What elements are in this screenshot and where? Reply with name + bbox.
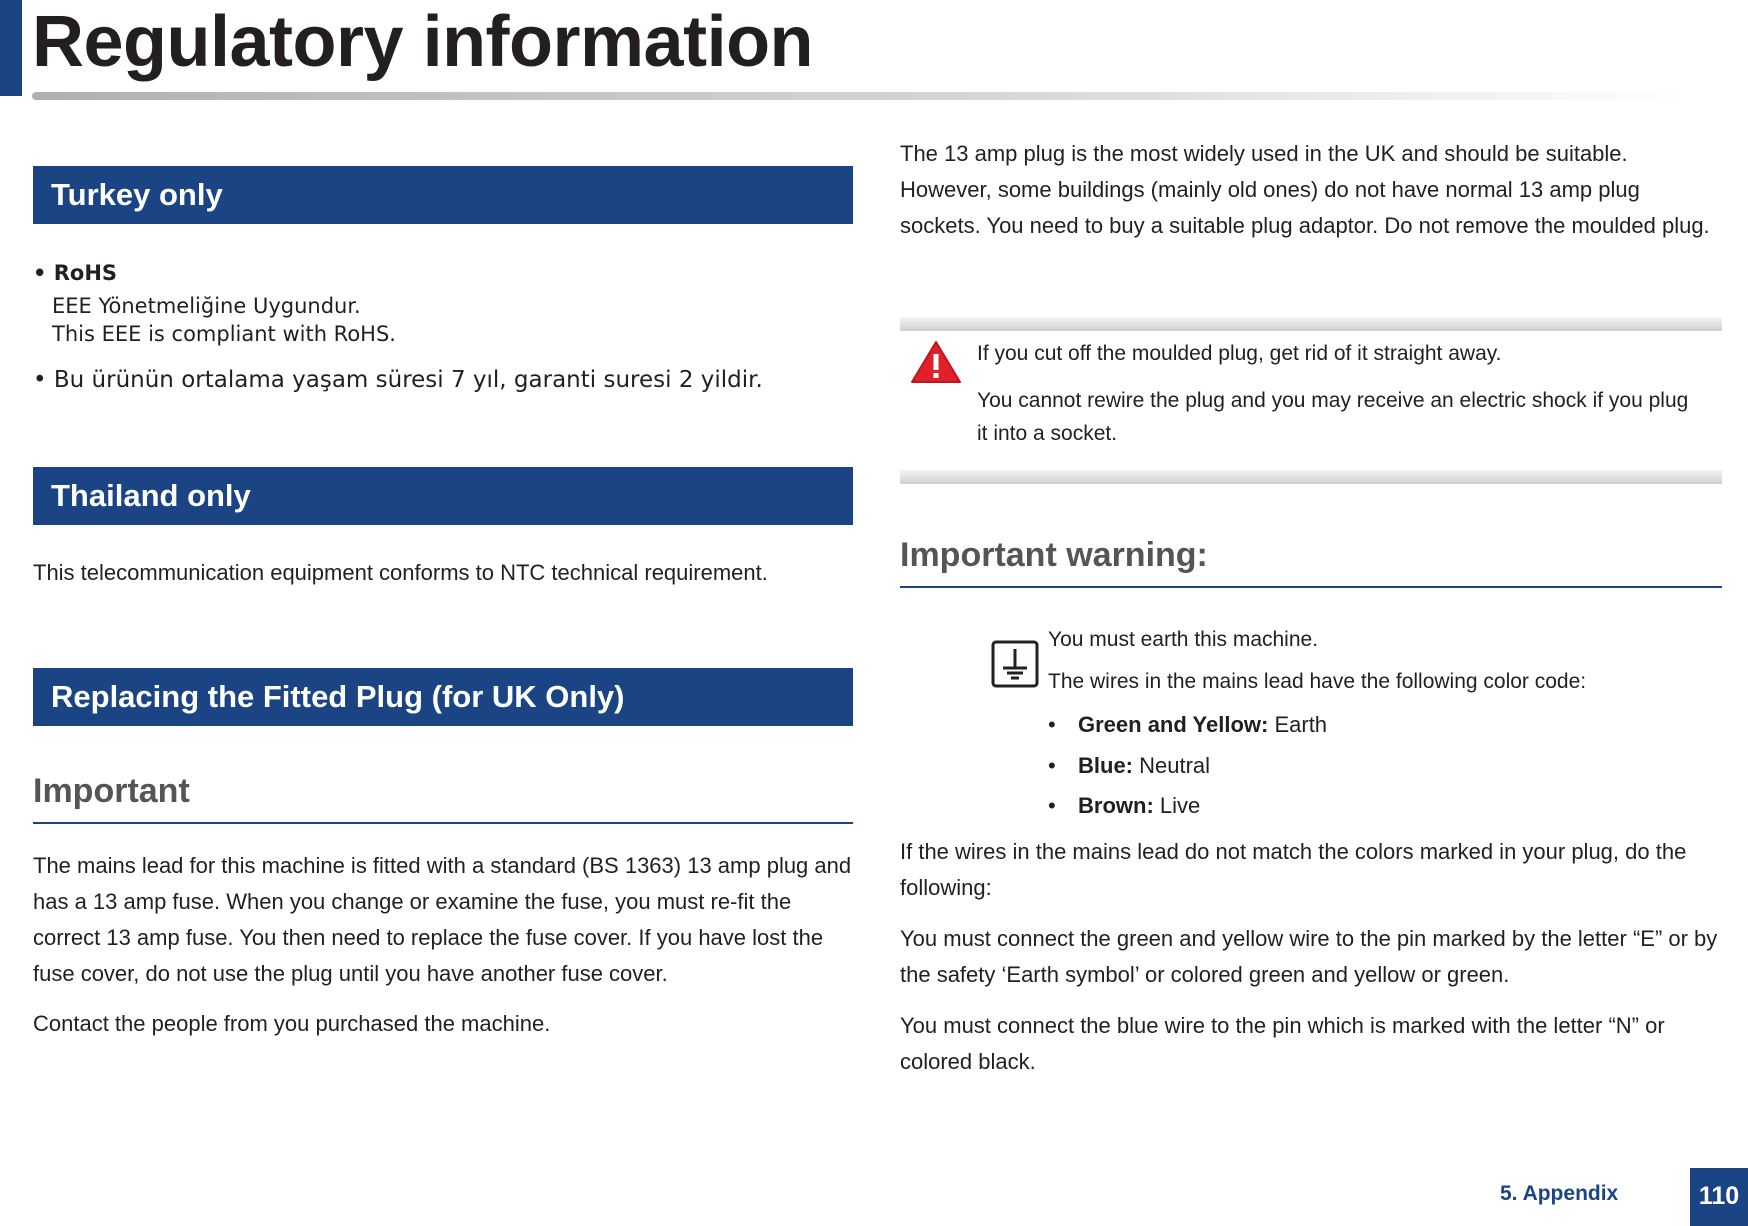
- important-heading-rule: [33, 822, 853, 824]
- bullet-icon: •: [1048, 753, 1056, 778]
- earth-line-2: The wires in the mains lead have the following color code:: [1048, 670, 1587, 693]
- wire-item-green-yellow: [1048, 710, 1327, 740]
- important-warning-rule: [900, 586, 1722, 588]
- earth-symbol-icon: [991, 640, 1039, 688]
- warning-triangle-icon: [910, 340, 962, 384]
- section-heading-thailand: Thailand only: [33, 467, 853, 525]
- uk-plug-paragraph-2: Contact the people from you purchased the machine.: [33, 1011, 551, 1036]
- bullet-icon: •: [1048, 712, 1056, 737]
- right-paragraph-3: You must connect the green and yellow wire to the pin marked by the letter “E” or by the safety ‘Earth symbol’ or colored green and yellow or green.: [900, 926, 1718, 987]
- wire-label: Brown:: [1078, 793, 1154, 818]
- wire-label: Blue:: [1078, 753, 1133, 778]
- right-paragraph-1: The 13 amp plug is the most widely used in the UK and should be suitable. However, some buildings (mainly old ones) do not have normal 13 amp plug sockets. You need to buy a suitable plug adaptor. Do not remove the moulded plug.: [900, 141, 1710, 238]
- turkey-line-3: • Bu ürünün ortalama yaşam süresi 7 yıl, garanti suresi 2 yildir.: [33, 367, 763, 393]
- turkey-line-1: EEE Yönetmeliğine Uygundur.: [52, 294, 361, 318]
- important-heading: Important: [33, 772, 190, 810]
- caution-top-band: [900, 317, 1722, 331]
- page-number: 110: [1690, 1168, 1748, 1226]
- right-paragraph-4: You must connect the blue wire to the pin which is marked with the letter “N” or colored black.: [900, 1013, 1665, 1074]
- important-warning-heading: Important warning:: [900, 536, 1208, 574]
- wire-label: Green and Yellow:: [1078, 712, 1269, 737]
- section-heading-turkey: Turkey only: [33, 166, 853, 224]
- wire-value: Earth: [1274, 712, 1328, 737]
- caution-line-2: You cannot rewire the plug and you may receive an electric shock if you plug it into a socket.: [977, 389, 1689, 445]
- wire-item-blue: [1048, 751, 1210, 781]
- rohs-label: • RoHS: [33, 261, 118, 285]
- earth-line-1: You must earth this machine.: [1048, 628, 1319, 651]
- caution-line-1: If you cut off the moulded plug, get rid of it straight away.: [977, 342, 1502, 365]
- title-accent-bar: [0, 0, 22, 96]
- wire-item-brown: [1048, 791, 1200, 821]
- wire-value: Neutral: [1139, 753, 1211, 778]
- caution-bottom-band: [900, 470, 1722, 484]
- wire-value: Live: [1159, 793, 1201, 818]
- thailand-text: This telecommunication equipment conforms to NTC technical requirement.: [33, 560, 768, 585]
- uk-plug-paragraph-1: The mains lead for this machine is fitted with a standard (BS 1363) 13 amp plug and has a 13 amp fuse. When you change or examine the fuse, you must re-fit the correct 13 amp fuse. You then need to replace the fuse cover. If you have lost the fuse cover, do not use the plug until you have another fuse cover.: [33, 853, 852, 986]
- turkey-line-2: This EEE is compliant with RoHS.: [52, 322, 396, 346]
- page-title: Regulatory information: [32, 2, 814, 82]
- right-paragraph-2: If the wires in the mains lead do not match the colors marked in your plug, do the following:: [900, 839, 1687, 900]
- bullet-icon: •: [1048, 793, 1056, 818]
- title-rule: [32, 92, 1692, 100]
- section-heading-uk-plug: Replacing the Fitted Plug (for UK Only): [33, 668, 853, 726]
- footer-section-label: 5. Appendix: [1500, 1182, 1619, 1205]
